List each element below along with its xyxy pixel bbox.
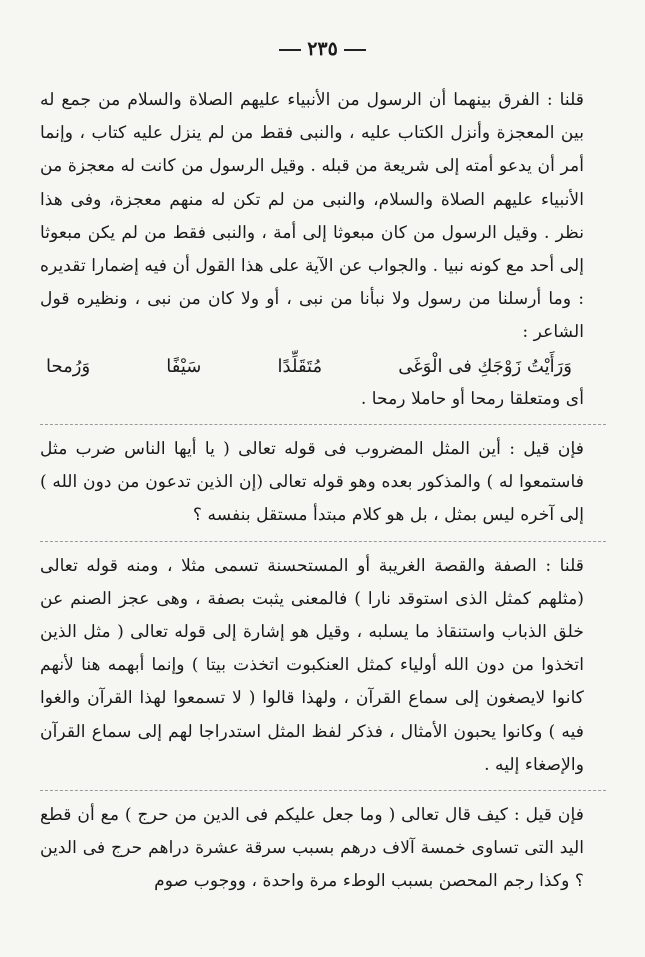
paragraph-5: فإن قيل : كيف قال تعالى ( وما جعل عليكم فى الدين من حرج ) مع أن قطع اليد التى تساوى خمسة آلاف درهم بسبب سرقة عشرة دراهم حرج فى الدين ؟ وكذا رجم المحصن بسبب الوطء مرة واحدة ، ووجوب صوم xyxy=(40,805,584,892)
paragraph-2: أى ومتعلقا رمحا أو حاملا رمحا . xyxy=(360,388,584,409)
section-divider-3 xyxy=(40,790,606,791)
paragraph-4: قلنا : الصفة والقصة الغريبة أو المستحسنة تسمى مثلا ، ومنه قوله تعالى (مثلهم كمثل الذى استوقد نارا ) فالمعنى يثبت بصفة ، وهى عجز الصنم عن خلق الذباب واستنقاذ ما يسلبه ، وقيل هو إشارة إلى قوله تعالى ( مثل الذين اتخذوا من دون الله أولياء كمثل العنكبوت اتخذت بيتا ) وإنما أبهمه هنا لأنهم كانوا لايصغون إلى سماع القرآن ، ولهذا قالوا ( لا تسمعوا لهذا القرآن والغوا فيه ) وكانوا يحبون الأمثال ، فذكر لفظ المثل استدراجا لهم إلى سماع القرآن والإصغاء إليه . xyxy=(40,555,584,775)
page-body xyxy=(40,84,606,899)
section-divider-2 xyxy=(40,541,606,542)
page-number xyxy=(0,38,645,60)
folio-dash-left xyxy=(279,49,301,51)
verse-part-3: سَيْفًا xyxy=(166,355,202,377)
verse-part-1: وَرَأَيْتُ زَوْجَكِ فى الْوَغَى xyxy=(398,355,572,377)
folio-dash-right xyxy=(344,49,366,51)
verse-part-4: وَرُمحا xyxy=(46,355,91,377)
paragraph-3: فإن قيل : أين المثل المضروب فى قوله تعالى ( يا أيها الناس ضرب مثل فاستمعوا له ) والمذكور بعده وهو قوله تعالى (إن الذين تدعون من دون الله ) إلى آخره ليس بمثل ، بل هو كلام مبتدأ مستقل بنفسه ؟ xyxy=(40,439,584,526)
verse-part-2: مُتَقَلِّدًا xyxy=(277,355,323,377)
paragraph-1: قلنا : الفرق بينهما أن الرسول من الأنبياء عليهم الصلاة والسلام من جمع له بين المعجزة وأنزل الكتاب عليه ، والنبى فقط من لم ينزل عليه كتاب ، وإنما أمر أن يدعو أمته إلى شريعة من قبله . وقيل الرسول من كانت له معجزة من الأنبياء عليهم الصلاة والسلام، والنبى من لم تكن له منهم معجزة، وفى هذا نظر . وقيل الرسول من كان مبعوثا إلى أمة ، والنبى فقط من لم يكن مبعوثا إلى أحد مع كونه نبيا . والجواب عن الآية على هذا القول أن فيه إضمارا تقديره : وما أرسلنا من رسول ولا نبأنا من نبى ، أو ولا كان من نبى ، ونظيره قول الشاعر : xyxy=(40,90,584,343)
page-number-text: ٢٣٥ xyxy=(307,38,338,60)
poetry-verse xyxy=(40,350,606,383)
section-divider-1 xyxy=(40,424,606,425)
